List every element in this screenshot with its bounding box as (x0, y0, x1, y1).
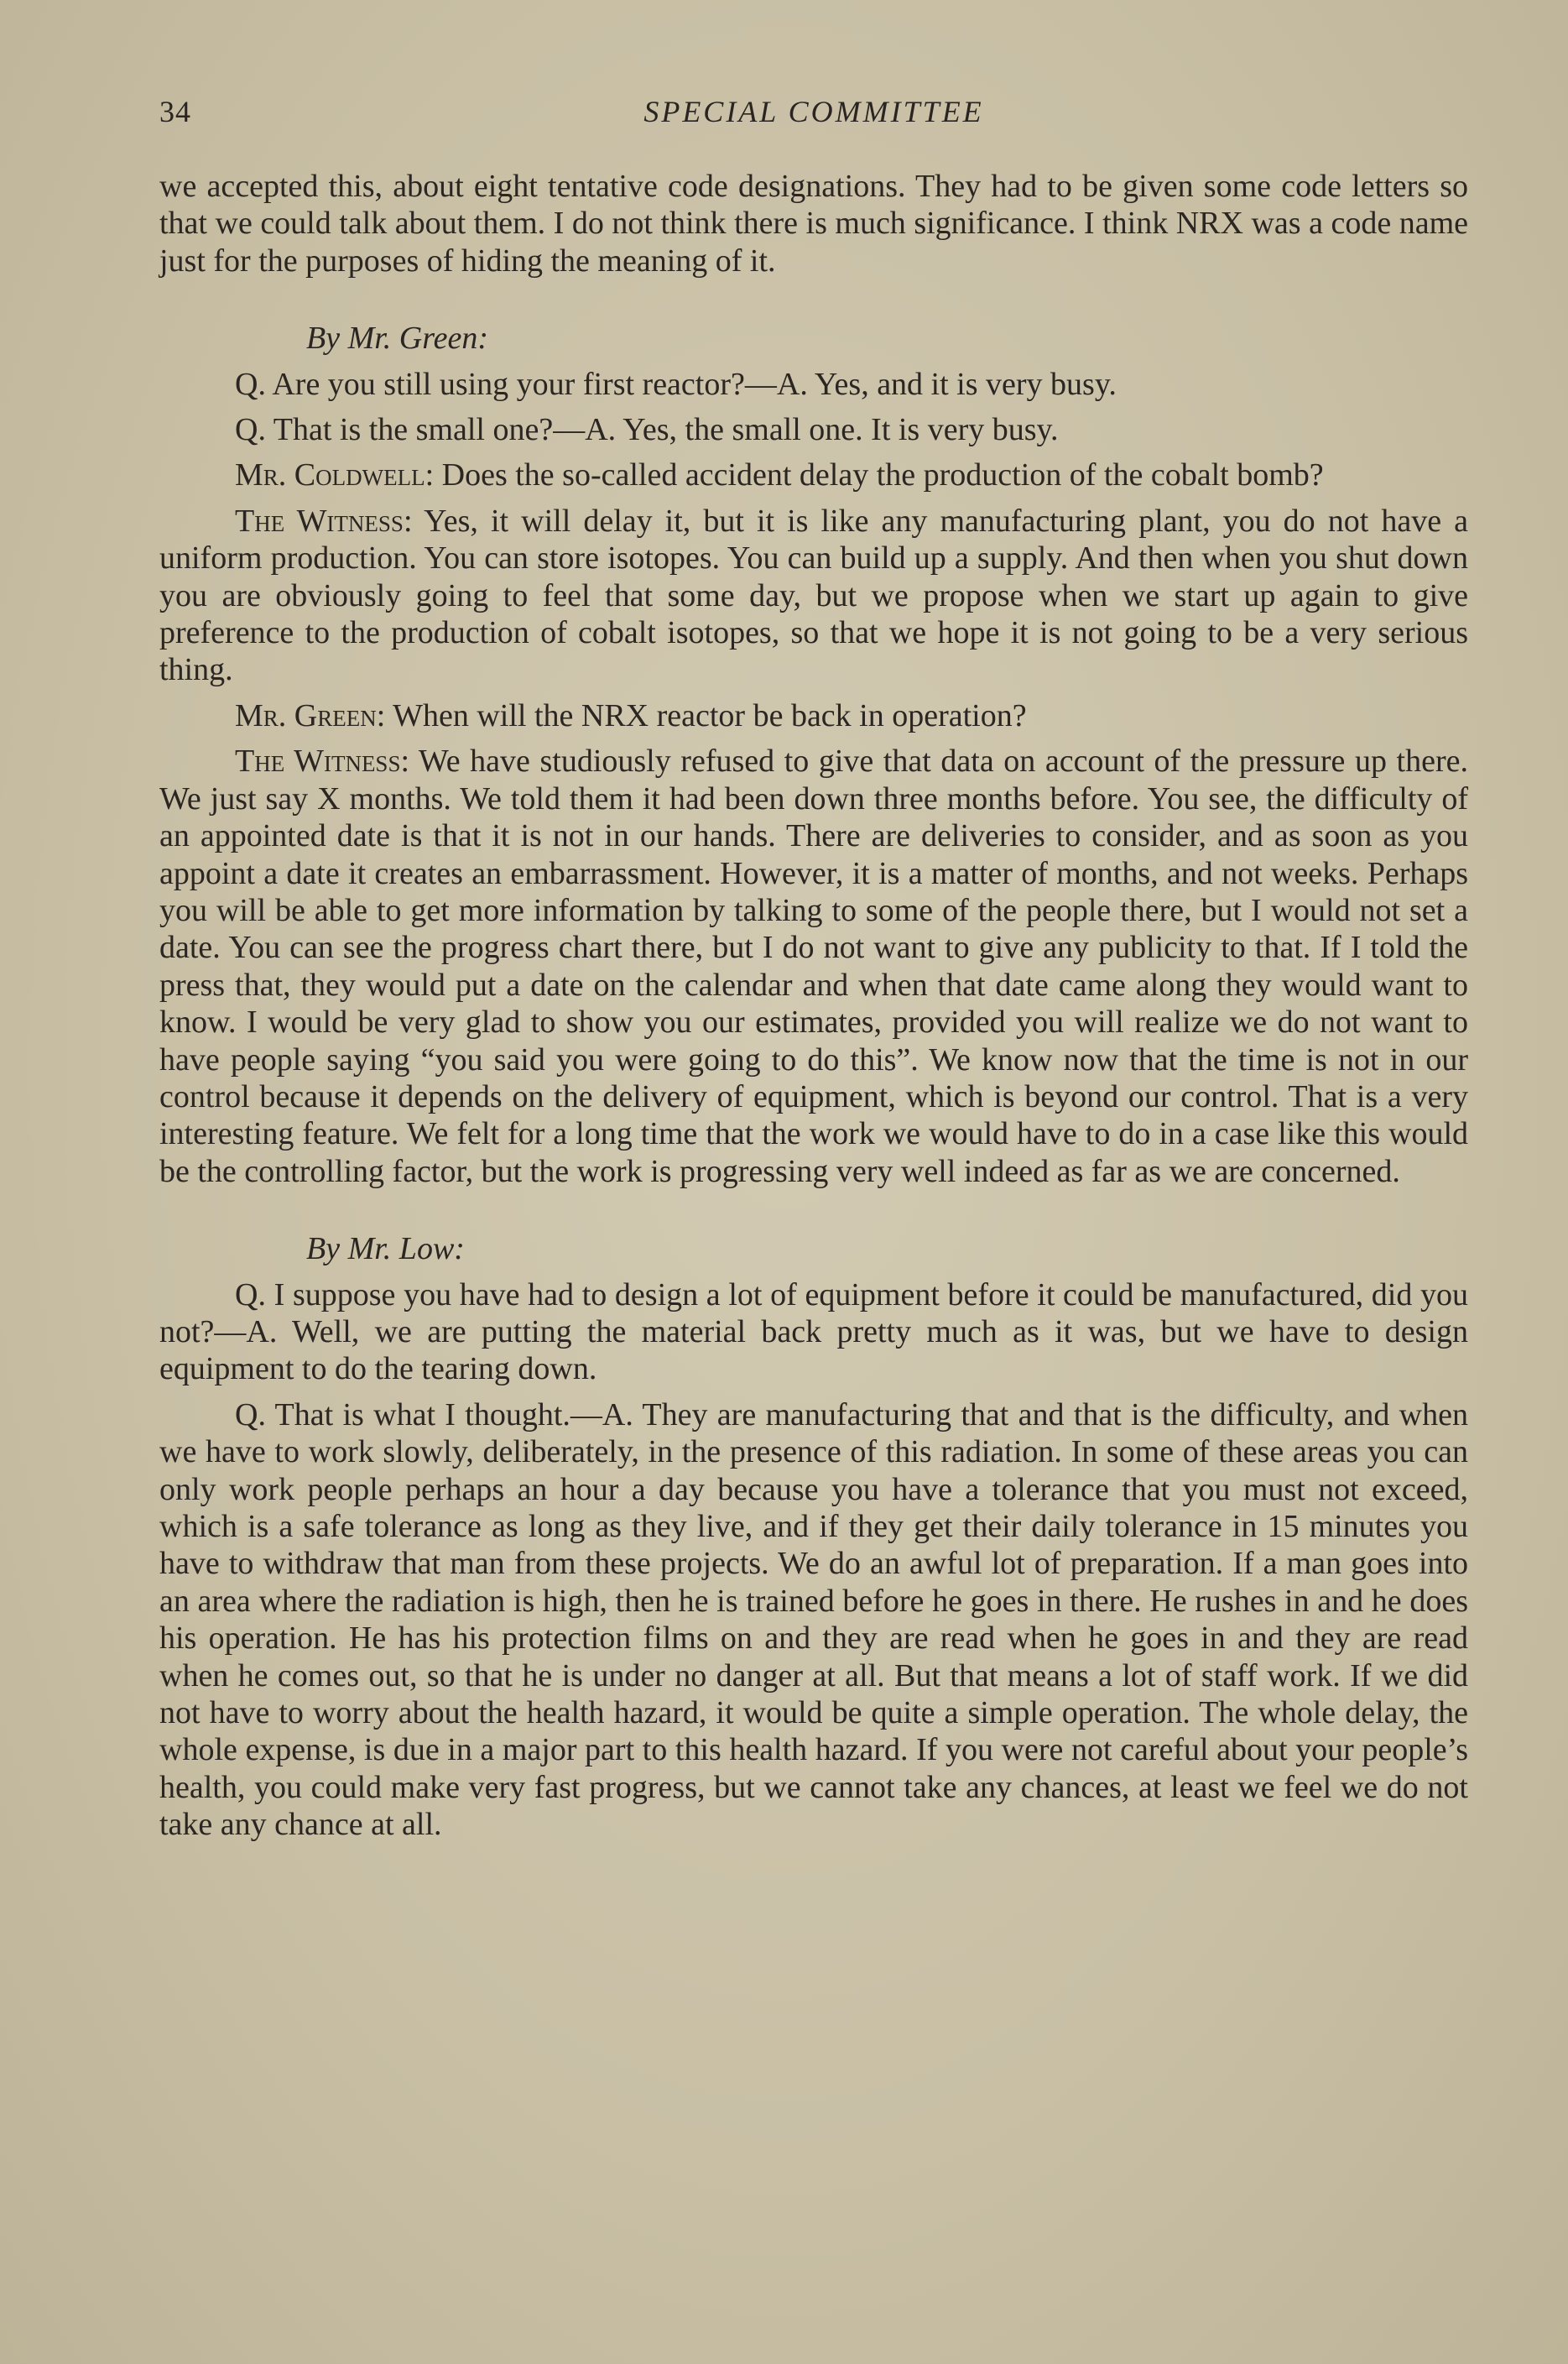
speech-paragraph (159, 457, 1468, 493)
speech-paragraph (159, 503, 1468, 689)
speech-text: Yes, it will delay it, but it is like any manufacturing plant, you do not have a uniform production. You can store isotopes. You can build up a supply. And then when you shut down you are obviously going to feel that some day, but we propose when we start up again to give preference to the production of cobalt isotopes, so that we hope it is not going to be a very serious thing. (159, 503, 1468, 688)
speech-text: We have studiously refused to give that data on account of the pressure up there. We just say X months. We told them it had been down three months before. You see, the difficulty of an appointed date is that it is not in our hands. There are deliveries to consider, and as soon as you appoint a date it creates an embarrassment. However, it is a matter of months, and not weeks. Perhaps you will be able to get more information by talking to some of the people there, but I would not set a date. You can see the progress chart there, but I do not want to give any publicity to that. If I told the press that, they would put a date on the calendar and when that date came along they would want to know. I would be very glad to show you our estimates, provided you will realize we do not want to have people saying “you said you were going to do this”. We know now that the time is not in our control because it depends on the delivery of equipment, which is beyond our control. That is a very interesting feature. We felt for a long time that the work we would have to do in a case like this would be the controlling factor, but the work is progressing very well indeed as far as we are concerned. (159, 744, 1468, 1189)
speaker-name: The Witness: (235, 744, 410, 780)
running-title: SPECIAL COMMITTEE (643, 95, 984, 128)
qa-paragraph: Q. That is the small one?—A. Yes, the small one. It is very busy. (235, 412, 1059, 448)
speaker-name: Mr. Green: (235, 697, 386, 733)
speech-paragraph (159, 697, 1468, 734)
speech-paragraph (159, 743, 1468, 1190)
paragraph-continuation: we accepted this, about eight tentative code designations. They had to be given some code letters so that we could talk about them. I do not think there is much significance. I think NRX was a code name just for the purposes of hiding the meaning of it. (159, 169, 1468, 279)
body-text (159, 168, 1468, 1844)
qa-paragraph: Q. Are you still using your first reactor?—A. Yes, and it is very busy. (235, 366, 1117, 402)
speech-text: Does the so-called accident delay the production of the cobalt bomb? (434, 457, 1324, 493)
byline-mr-low: By Mr. Low: (306, 1231, 465, 1267)
speaker-name: Mr. Coldwell: (235, 457, 435, 493)
speech-text: When will the NRX reactor be back in operation? (385, 697, 1027, 733)
qa-paragraph: Q. I suppose you have had to design a lot of equipment before it could be manufactured, did you not?—A. Well, we are putting the material back pretty much as it was, but we have to design equipment to do the tearing down. (159, 1276, 1468, 1387)
speaker-name: The Witness: (235, 503, 413, 539)
page-header (159, 94, 1468, 141)
byline-mr-green: By Mr. Green: (306, 321, 489, 357)
page-number: 34 (159, 95, 191, 128)
qa-paragraph: Q. That is what I thought.—A. They are manufacturing that and that is the difficulty, and when we have to work slowly, deliberately, in the presence of this radiation. In some of these areas you can only work people perhaps an hour a day because you have a tolerance that you must not exceed, which is a safe tolerance as long as they live, and if they get their daily tolerance in 15 minutes you have to withdraw that man from these projects. We do an awful lot of preparation. If a man goes into an area where the radiation is high, then he is trained before he goes in there. He rushes in and he does his operation. He has his protection films on and they are read when he goes in and they are read when he comes out, so that he is under no danger at all. But that means a lot of staff work. If we did not have to worry about the health hazard, it would be quite a simple operation. The whole delay, the whole expense, is due in a major part to this health hazard. If you were not careful about your people’s health, you could make very fast progress, but we cannot take any chances, at least we feel we do not take any chance at all. (159, 1396, 1468, 1843)
